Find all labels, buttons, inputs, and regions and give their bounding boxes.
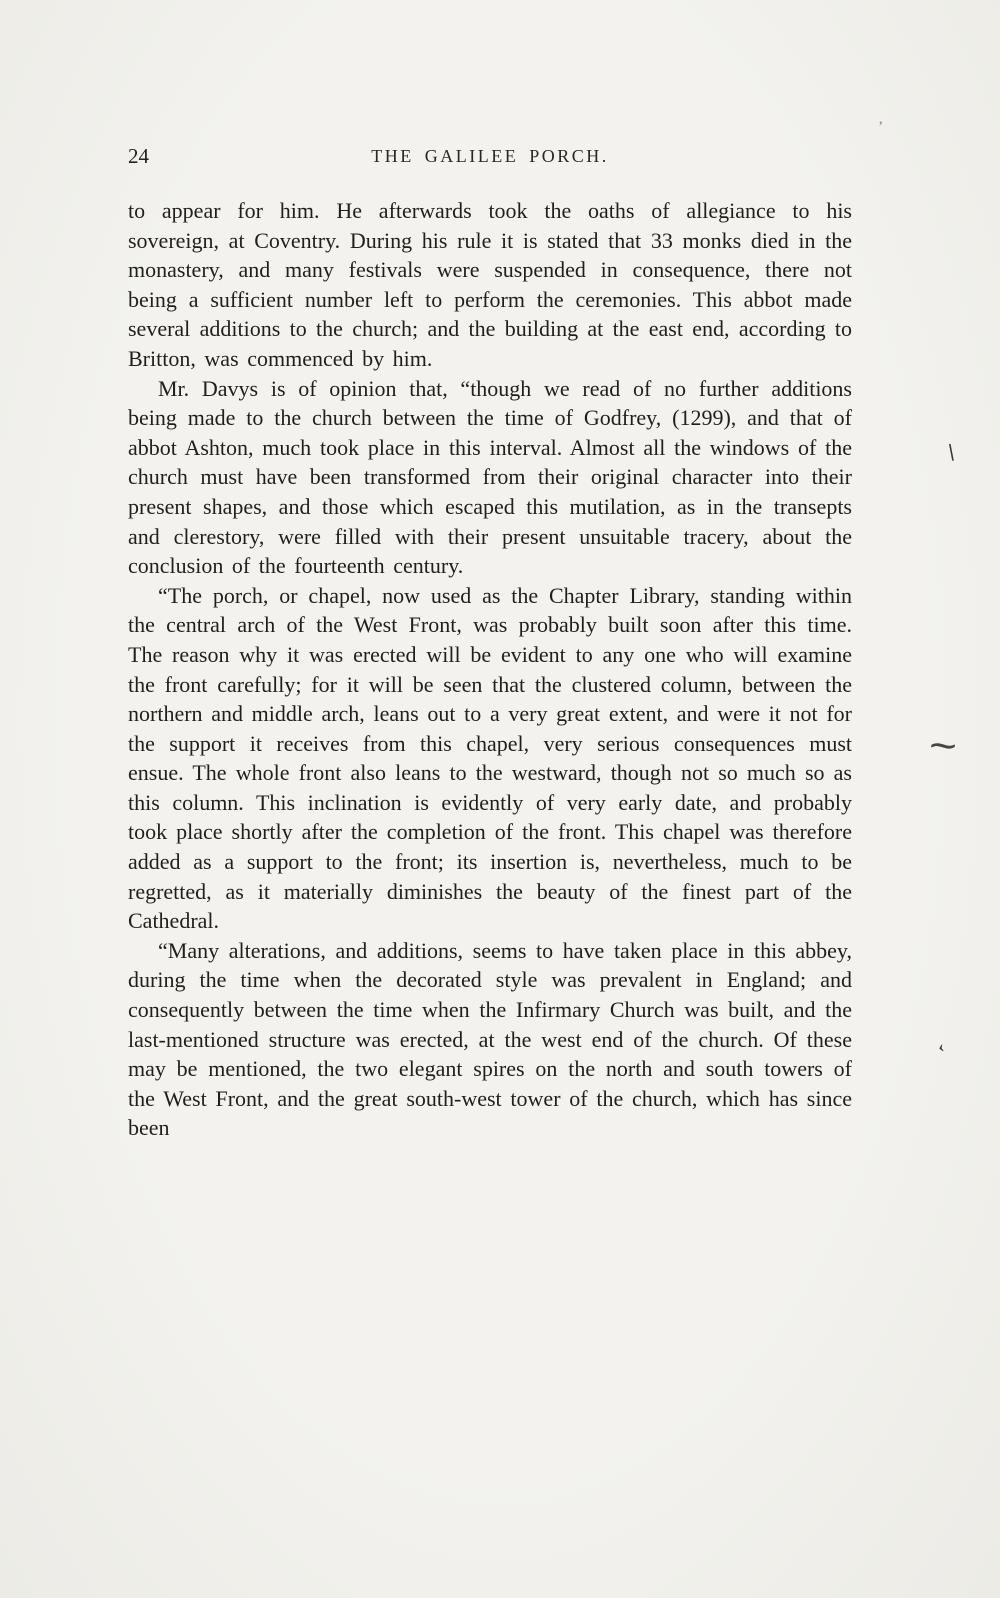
paragraph: Mr. Davys is of opinion that, “though we read of no further additions being made to the church between the time of Godfrey, (1299), and that of abbot Ashton, much took place in this interval. Almost all the windows of the church must have been transformed from their original character into their present shapes, and those which escaped this mutilation, as in the transepts and clerestory, were filled with their present unsuitable tracery, about the conclusion of the fourteenth century.: [128, 375, 852, 579]
scan-artifact-mark: \: [946, 439, 957, 467]
body-text: [128, 196, 852, 1143]
page-header: [128, 144, 852, 170]
running-title: THE GALILEE PORCH.: [371, 146, 609, 166]
scan-artifact-mark: ‹: [936, 1036, 946, 1057]
paragraph: “The porch, or chapel, now used as the Chapter Library, standing within the central arch of the West Front, was probably built soon after this time. The reason why it was erected will be evident to any one who will examine the front carefully; for it will be seen that the clustered column, between the northern and middle arch, leans out to a very great extent, and were it not for the support it receives from this chapel, very serious consequences must ensue. The whole front also leans to the westward, though not so much so as this column. This inclination is evidently of very early date, and probably took place shortly after the completion of the front. This chapel was therefore added as a support to the front; its insertion is, nevertheless, much to be regretted, as it materially diminishes the beauty of the finest part of the Cathedral.: [128, 582, 852, 934]
scan-artifact-mark: ’: [878, 119, 884, 136]
paragraph: “Many alterations, and additions, seems to have taken place in this abbey, during the time when the decorated style was prevalent in England; and consequently between the time when the Infirmary Church was built, and the last-mentioned structure was erected, at the west end of the church. Of these may be mentioned, the two elegant spires on the north and south towers of the West Front, and the great south-west tower of the church, which has since been: [128, 937, 852, 1141]
paragraph-continuation: to appear for him. He afterwards took the oaths of allegiance to his sovereign, at Coventry. During his rule it is stated that 33 monks died in the monastery, and many festivals were suspended in consequence, there not being a sufficient number left to perform the ceremonies. This abbot made several additions to the church; and the building at the east end, according to Britton, was commenced by him.: [128, 198, 852, 371]
page-number: 24: [128, 144, 149, 168]
scan-artifact-mark: ⁓: [929, 730, 958, 761]
